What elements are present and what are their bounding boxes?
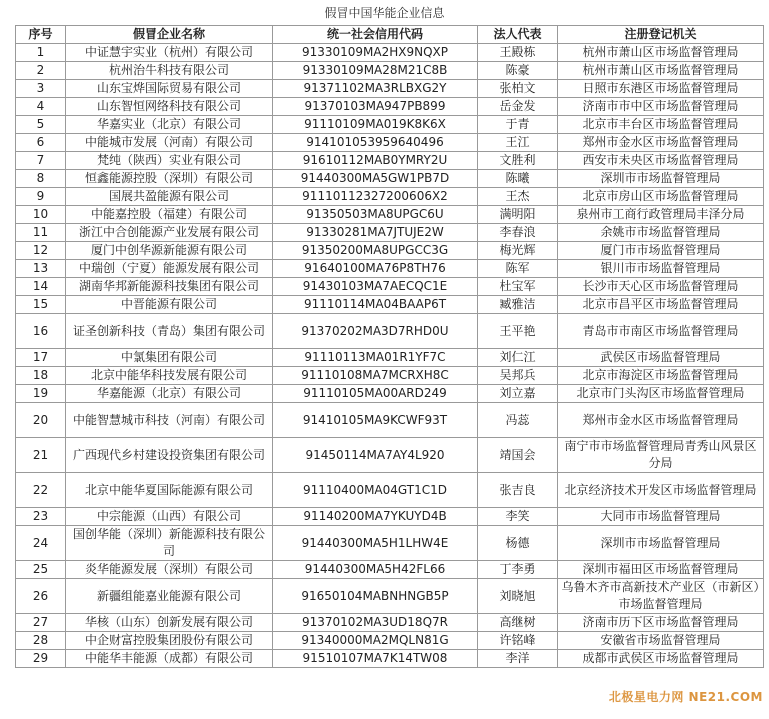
legal-rep-cell: 文胜利 — [478, 152, 558, 170]
row-index: 9 — [16, 188, 66, 206]
table-row — [16, 349, 764, 367]
legal-rep-cell: 梅光辉 — [478, 242, 558, 260]
credit-code-cell: 91350200MA8UPGCC3G — [273, 242, 478, 260]
table-row — [16, 385, 764, 403]
credit-code-cell: 91440300MA5H1LHW4E — [273, 526, 478, 561]
table-row — [16, 473, 764, 508]
credit-code-cell: 91110109MA019K8K6X — [273, 116, 478, 134]
credit-code-cell: 91370202MA3D7RHD0U — [273, 314, 478, 349]
company-name-cell: 国创华能（深圳）新能源科技有限公司 — [66, 526, 273, 561]
company-name-cell: 厦门中创华源新能源有限公司 — [66, 242, 273, 260]
registration-agency-cell: 杭州市萧山区市场监督管理局 — [558, 62, 764, 80]
legal-rep-cell: 张柏文 — [478, 80, 558, 98]
legal-rep-cell: 靖国会 — [478, 438, 558, 473]
table-row — [16, 650, 764, 668]
legal-rep-cell: 刘立嘉 — [478, 385, 558, 403]
row-index: 24 — [16, 526, 66, 561]
table-row — [16, 314, 764, 349]
registration-agency-cell: 大同市市场监督管理局 — [558, 508, 764, 526]
company-name-cell: 中企财富控股集团股份有限公司 — [66, 632, 273, 650]
table-row — [16, 98, 764, 116]
credit-code-cell: 91110114MA04BAAP6T — [273, 296, 478, 314]
row-index: 22 — [16, 473, 66, 508]
table-row — [16, 188, 764, 206]
row-index: 11 — [16, 224, 66, 242]
row-index: 10 — [16, 206, 66, 224]
company-name-cell: 中晋能源有限公司 — [66, 296, 273, 314]
row-index: 21 — [16, 438, 66, 473]
row-index: 15 — [16, 296, 66, 314]
legal-rep-cell: 王杰 — [478, 188, 558, 206]
row-index: 29 — [16, 650, 66, 668]
legal-rep-cell: 满明阳 — [478, 206, 558, 224]
registration-agency-cell: 北京市海淀区市场监督管理局 — [558, 367, 764, 385]
header-row — [16, 26, 764, 44]
company-name-cell: 广西现代乡村建设投资集团有限公司 — [66, 438, 273, 473]
row-index: 17 — [16, 349, 66, 367]
credit-code-cell: 91370103MA947PB899 — [273, 98, 478, 116]
company-name-cell: 国展共盈能源有限公司 — [66, 188, 273, 206]
row-index: 28 — [16, 632, 66, 650]
company-name-cell: 中能华丰能源（成都）有限公司 — [66, 650, 273, 668]
legal-rep-cell: 陈军 — [478, 260, 558, 278]
credit-code-cell: 91440300MA5GW1PB7D — [273, 170, 478, 188]
company-name-cell: 中证慧宇实业（杭州）有限公司 — [66, 44, 273, 62]
legal-rep-cell: 李笑 — [478, 508, 558, 526]
credit-code-cell: 91330281MA7JTUJE2W — [273, 224, 478, 242]
credit-code-cell: 91371102MA3RLBXG2Y — [273, 80, 478, 98]
registration-agency-cell: 日照市东港区市场监督管理局 — [558, 80, 764, 98]
legal-rep-cell: 刘仁江 — [478, 349, 558, 367]
header-credit-code: 统一社会信用代码 — [273, 26, 478, 44]
registration-agency-cell: 厦门市市场监督管理局 — [558, 242, 764, 260]
company-name-cell: 中能智慧城市科技（河南）有限公司 — [66, 403, 273, 438]
company-name-cell: 中瑞创（宁夏）能源发展有限公司 — [66, 260, 273, 278]
table-row — [16, 62, 764, 80]
credit-code-cell: 91650104MABNHNGB5P — [273, 579, 478, 614]
registration-agency-cell: 郑州市金水区市场监督管理局 — [558, 134, 764, 152]
table-row — [16, 438, 764, 473]
company-name-cell: 炎华能源发展（深圳）有限公司 — [66, 561, 273, 579]
credit-code-cell: 91450114MA7AY4L920 — [273, 438, 478, 473]
legal-rep-cell: 杨德 — [478, 526, 558, 561]
header-registration-agency: 注册登记机关 — [558, 26, 764, 44]
legal-rep-cell: 张吉良 — [478, 473, 558, 508]
registration-agency-cell: 深圳市市场监督管理局 — [558, 526, 764, 561]
credit-code-cell: 91330109MA28M21C8B — [273, 62, 478, 80]
row-index: 7 — [16, 152, 66, 170]
company-name-cell: 华核（山东）创新发展有限公司 — [66, 614, 273, 632]
registration-agency-cell: 郑州市金水区市场监督管理局 — [558, 403, 764, 438]
table-row — [16, 296, 764, 314]
header-company-name: 假冒企业名称 — [66, 26, 273, 44]
registration-agency-cell: 乌鲁木齐市高新技术产业区（市新区）市场监督管理局 — [558, 579, 764, 614]
registration-agency-cell: 深圳市福田区市场监督管理局 — [558, 561, 764, 579]
registration-agency-cell: 安徽省市场监督管理局 — [558, 632, 764, 650]
row-index: 1 — [16, 44, 66, 62]
row-index: 18 — [16, 367, 66, 385]
legal-rep-cell: 陈豪 — [478, 62, 558, 80]
table-title: 假冒中国华能企业信息 — [324, 6, 445, 20]
registration-agency-cell: 济南市市中区市场监督管理局 — [558, 98, 764, 116]
credit-code-cell: 91350503MA8UPGC6U — [273, 206, 478, 224]
registration-agency-cell: 银川市市场监督管理局 — [558, 260, 764, 278]
company-name-cell: 中氯集团有限公司 — [66, 349, 273, 367]
credit-code-cell: 91110105MA00ARD249 — [273, 385, 478, 403]
credit-code-cell: 91110400MA04GT1C1D — [273, 473, 478, 508]
table-row — [16, 134, 764, 152]
table-row — [16, 278, 764, 296]
row-index: 16 — [16, 314, 66, 349]
credit-code-cell: 91410105MA9KCWF93T — [273, 403, 478, 438]
credit-code-cell: 91430103MA7AECQC1E — [273, 278, 478, 296]
table-row — [16, 367, 764, 385]
counterfeit-company-table — [15, 25, 764, 668]
legal-rep-cell: 王平艳 — [478, 314, 558, 349]
credit-code-cell: 91640100MA76P8TH76 — [273, 260, 478, 278]
row-index: 8 — [16, 170, 66, 188]
table-row — [16, 561, 764, 579]
table-row — [16, 260, 764, 278]
legal-rep-cell: 岳金发 — [478, 98, 558, 116]
row-index: 14 — [16, 278, 66, 296]
row-index: 13 — [16, 260, 66, 278]
row-index: 3 — [16, 80, 66, 98]
credit-code-cell: 91510107MA7K14TW08 — [273, 650, 478, 668]
registration-agency-cell: 北京市丰台区市场监督管理局 — [558, 116, 764, 134]
table-row — [16, 632, 764, 650]
table-row — [16, 152, 764, 170]
table-row — [16, 579, 764, 614]
company-name-cell: 山东智恒网络科技有限公司 — [66, 98, 273, 116]
registration-agency-cell: 南宁市市场监督管理局青秀山风景区分局 — [558, 438, 764, 473]
table-row — [16, 526, 764, 561]
legal-rep-cell: 王殿栋 — [478, 44, 558, 62]
company-name-cell: 中能嘉控股（福建）有限公司 — [66, 206, 273, 224]
credit-code-cell: 91110112327200606X2 — [273, 188, 478, 206]
header-index: 序号 — [16, 26, 66, 44]
table-row — [16, 206, 764, 224]
company-name-cell: 浙江中合创能源产业发展有限公司 — [66, 224, 273, 242]
company-name-cell: 梵纯（陕西）实业有限公司 — [66, 152, 273, 170]
legal-rep-cell: 陈曦 — [478, 170, 558, 188]
registration-agency-cell: 武侯区市场监督管理局 — [558, 349, 764, 367]
row-index: 6 — [16, 134, 66, 152]
legal-rep-cell: 王江 — [478, 134, 558, 152]
legal-rep-cell: 李洋 — [478, 650, 558, 668]
row-index: 19 — [16, 385, 66, 403]
registration-agency-cell: 青岛市市南区市场监督管理局 — [558, 314, 764, 349]
header-legal-rep: 法人代表 — [478, 26, 558, 44]
table-row — [16, 80, 764, 98]
credit-code-cell: 91330109MA2HX9NQXP — [273, 44, 478, 62]
legal-rep-cell: 冯蕊 — [478, 403, 558, 438]
company-name-cell: 北京中能华科技发展有限公司 — [66, 367, 273, 385]
registration-agency-cell: 成都市武侯区市场监督管理局 — [558, 650, 764, 668]
registration-agency-cell: 北京市房山区市场监督管理局 — [558, 188, 764, 206]
registration-agency-cell: 北京市门头沟区市场监督管理局 — [558, 385, 764, 403]
company-name-cell: 山东宝烨国际贸易有限公司 — [66, 80, 273, 98]
row-index: 23 — [16, 508, 66, 526]
legal-rep-cell: 李春浪 — [478, 224, 558, 242]
legal-rep-cell: 杜宝军 — [478, 278, 558, 296]
table-row — [16, 44, 764, 62]
credit-code-cell: 91340000MA2MQLN81G — [273, 632, 478, 650]
row-index: 2 — [16, 62, 66, 80]
registration-agency-cell: 杭州市萧山区市场监督管理局 — [558, 44, 764, 62]
row-index: 27 — [16, 614, 66, 632]
table-body — [16, 44, 764, 668]
credit-code-cell: 91110108MA7MCRXH8C — [273, 367, 478, 385]
legal-rep-cell: 于青 — [478, 116, 558, 134]
registration-agency-cell: 长沙市天心区市场监督管理局 — [558, 278, 764, 296]
company-name-cell: 华嘉实业（北京）有限公司 — [66, 116, 273, 134]
watermark-logo: 北极星电力网 NE21.COM — [608, 690, 763, 704]
table-row — [16, 170, 764, 188]
company-name-cell: 新疆组能嘉业能源有限公司 — [66, 579, 273, 614]
registration-agency-cell: 泉州市工商行政管理局丰泽分局 — [558, 206, 764, 224]
row-index: 20 — [16, 403, 66, 438]
credit-code-cell: 91610112MAB0YMRY2U — [273, 152, 478, 170]
registration-agency-cell: 北京市昌平区市场监督管理局 — [558, 296, 764, 314]
registration-agency-cell: 西安市未央区市场监督管理局 — [558, 152, 764, 170]
legal-rep-cell: 高继树 — [478, 614, 558, 632]
row-index: 25 — [16, 561, 66, 579]
company-name-cell: 北京中能华夏国际能源有限公司 — [66, 473, 273, 508]
company-name-cell: 中宗能源（山西）有限公司 — [66, 508, 273, 526]
credit-code-cell: 914101053959640496 — [273, 134, 478, 152]
legal-rep-cell: 许铭峰 — [478, 632, 558, 650]
row-index: 26 — [16, 579, 66, 614]
legal-rep-cell: 臧雅洁 — [478, 296, 558, 314]
credit-code-cell: 91140200MA7YKUYD4B — [273, 508, 478, 526]
row-index: 4 — [16, 98, 66, 116]
credit-code-cell: 91440300MA5H42FL66 — [273, 561, 478, 579]
company-name-cell: 证圣创新科技（青岛）集团有限公司 — [66, 314, 273, 349]
registration-agency-cell: 北京经济技术开发区市场监督管理局 — [558, 473, 764, 508]
table-row — [16, 403, 764, 438]
legal-rep-cell: 丁李勇 — [478, 561, 558, 579]
registration-agency-cell: 余姚市市场监督管理局 — [558, 224, 764, 242]
registration-agency-cell: 济南市历下区市场监督管理局 — [558, 614, 764, 632]
company-name-cell: 中能城市发展（河南）有限公司 — [66, 134, 273, 152]
table-row — [16, 116, 764, 134]
credit-code-cell: 91110113MA01R1YF7C — [273, 349, 478, 367]
company-name-cell: 华嘉能源（北京）有限公司 — [66, 385, 273, 403]
table-row — [16, 508, 764, 526]
row-index: 12 — [16, 242, 66, 260]
credit-code-cell: 91370102MA3UD18Q7R — [273, 614, 478, 632]
table-row — [16, 614, 764, 632]
table-row — [16, 242, 764, 260]
table-row — [16, 224, 764, 242]
row-index: 5 — [16, 116, 66, 134]
registration-agency-cell: 深圳市市场监督管理局 — [558, 170, 764, 188]
company-name-cell: 湖南华邦新能源科技集团有限公司 — [66, 278, 273, 296]
legal-rep-cell: 吴邦兵 — [478, 367, 558, 385]
company-name-cell: 恒鑫能源控股（深圳）有限公司 — [66, 170, 273, 188]
legal-rep-cell: 刘晓旭 — [478, 579, 558, 614]
company-name-cell: 杭州治牛科技有限公司 — [66, 62, 273, 80]
